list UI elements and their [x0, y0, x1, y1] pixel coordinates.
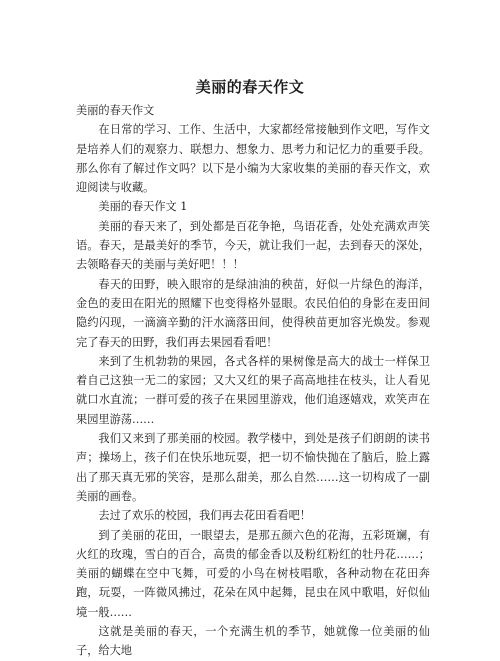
paragraph: 我们又来到了那美丽的校园。教学楼中，到处是孩子们朗朗的读书声；操场上，孩子们在快乐地玩耍，把一切不愉快抛在了脑后，脸上露出了那天真无邪的笑容，是那么甜美，那么自然……这一切构成了一副美丽的画卷。 — [76, 432, 430, 503]
paragraph: 去过了欢乐的校园，我们再去花田看看吧！ — [98, 509, 311, 523]
paragraph: 这就是美丽的春天，一个充满生机的季节，她就像一位美丽的仙子，给大地 — [76, 625, 430, 658]
document-title: 美丽的春天作文 — [195, 78, 305, 96]
paragraph: 到了美丽的花田，一眼望去，是那五颜六色的花海，五彩斑斓，有火红的玫瑰，雪白的百合，高贵的郁金香以及粉红粉红的牡丹花……；美丽的蝴蝶在空中飞舞，可爱的小鸟在树枝唱歌，各种动物在花田奔跑，玩耍，一阵微风拂过，花朵在风中起舞，昆虫在风中歌唱，好似仙境一般…… — [76, 528, 430, 619]
paragraph: 在日常的学习、工作、生活中，大家都经常接触到作文吧，写作文是培养人们的观察力、联想力、想象力、思考力和记忆力的重要手段。那么你有了解过作文吗？以下是小编为大家收集的美丽的春天作文，欢迎阅读与收藏。 — [76, 123, 430, 195]
document-body — [76, 101, 430, 661]
paragraph: 春天的田野，映入眼帘的是绿油油的秧苗，好似一片绿色的海洋，金色的麦田在阳光的照耀下也变得格外显眼。农民伯伯的身影在麦田间隐约闪现，一滴滴辛勤的汗水滴落田间，使得秧苗更加容光焕发。参观完了春天的田野，我们再去果园看看吧！ — [76, 277, 430, 349]
subtitle: 美丽的春天作文 — [76, 104, 155, 117]
section-heading: 美丽的春天作文 1 — [98, 200, 188, 214]
paragraph: 美丽的春天来了，到处都是百花争艳，鸟语花香，处处充满欢声笑语。春天，是最美好的季节，今天，就让我们一起，去到春天的深处，去领略春天的美丽与美好吧！！！ — [76, 219, 430, 272]
paragraph: 来到了生机勃勃的果园，各式各样的果树像是高大的战士一样保卫着自己这独一无二的家园；又大又红的果子高高地挂在枝头，让人看见就口水直流；一群可爱的孩子在果园里游戏，他们追逐嬉戏，欢笑声在果园里游荡…… — [76, 354, 430, 426]
